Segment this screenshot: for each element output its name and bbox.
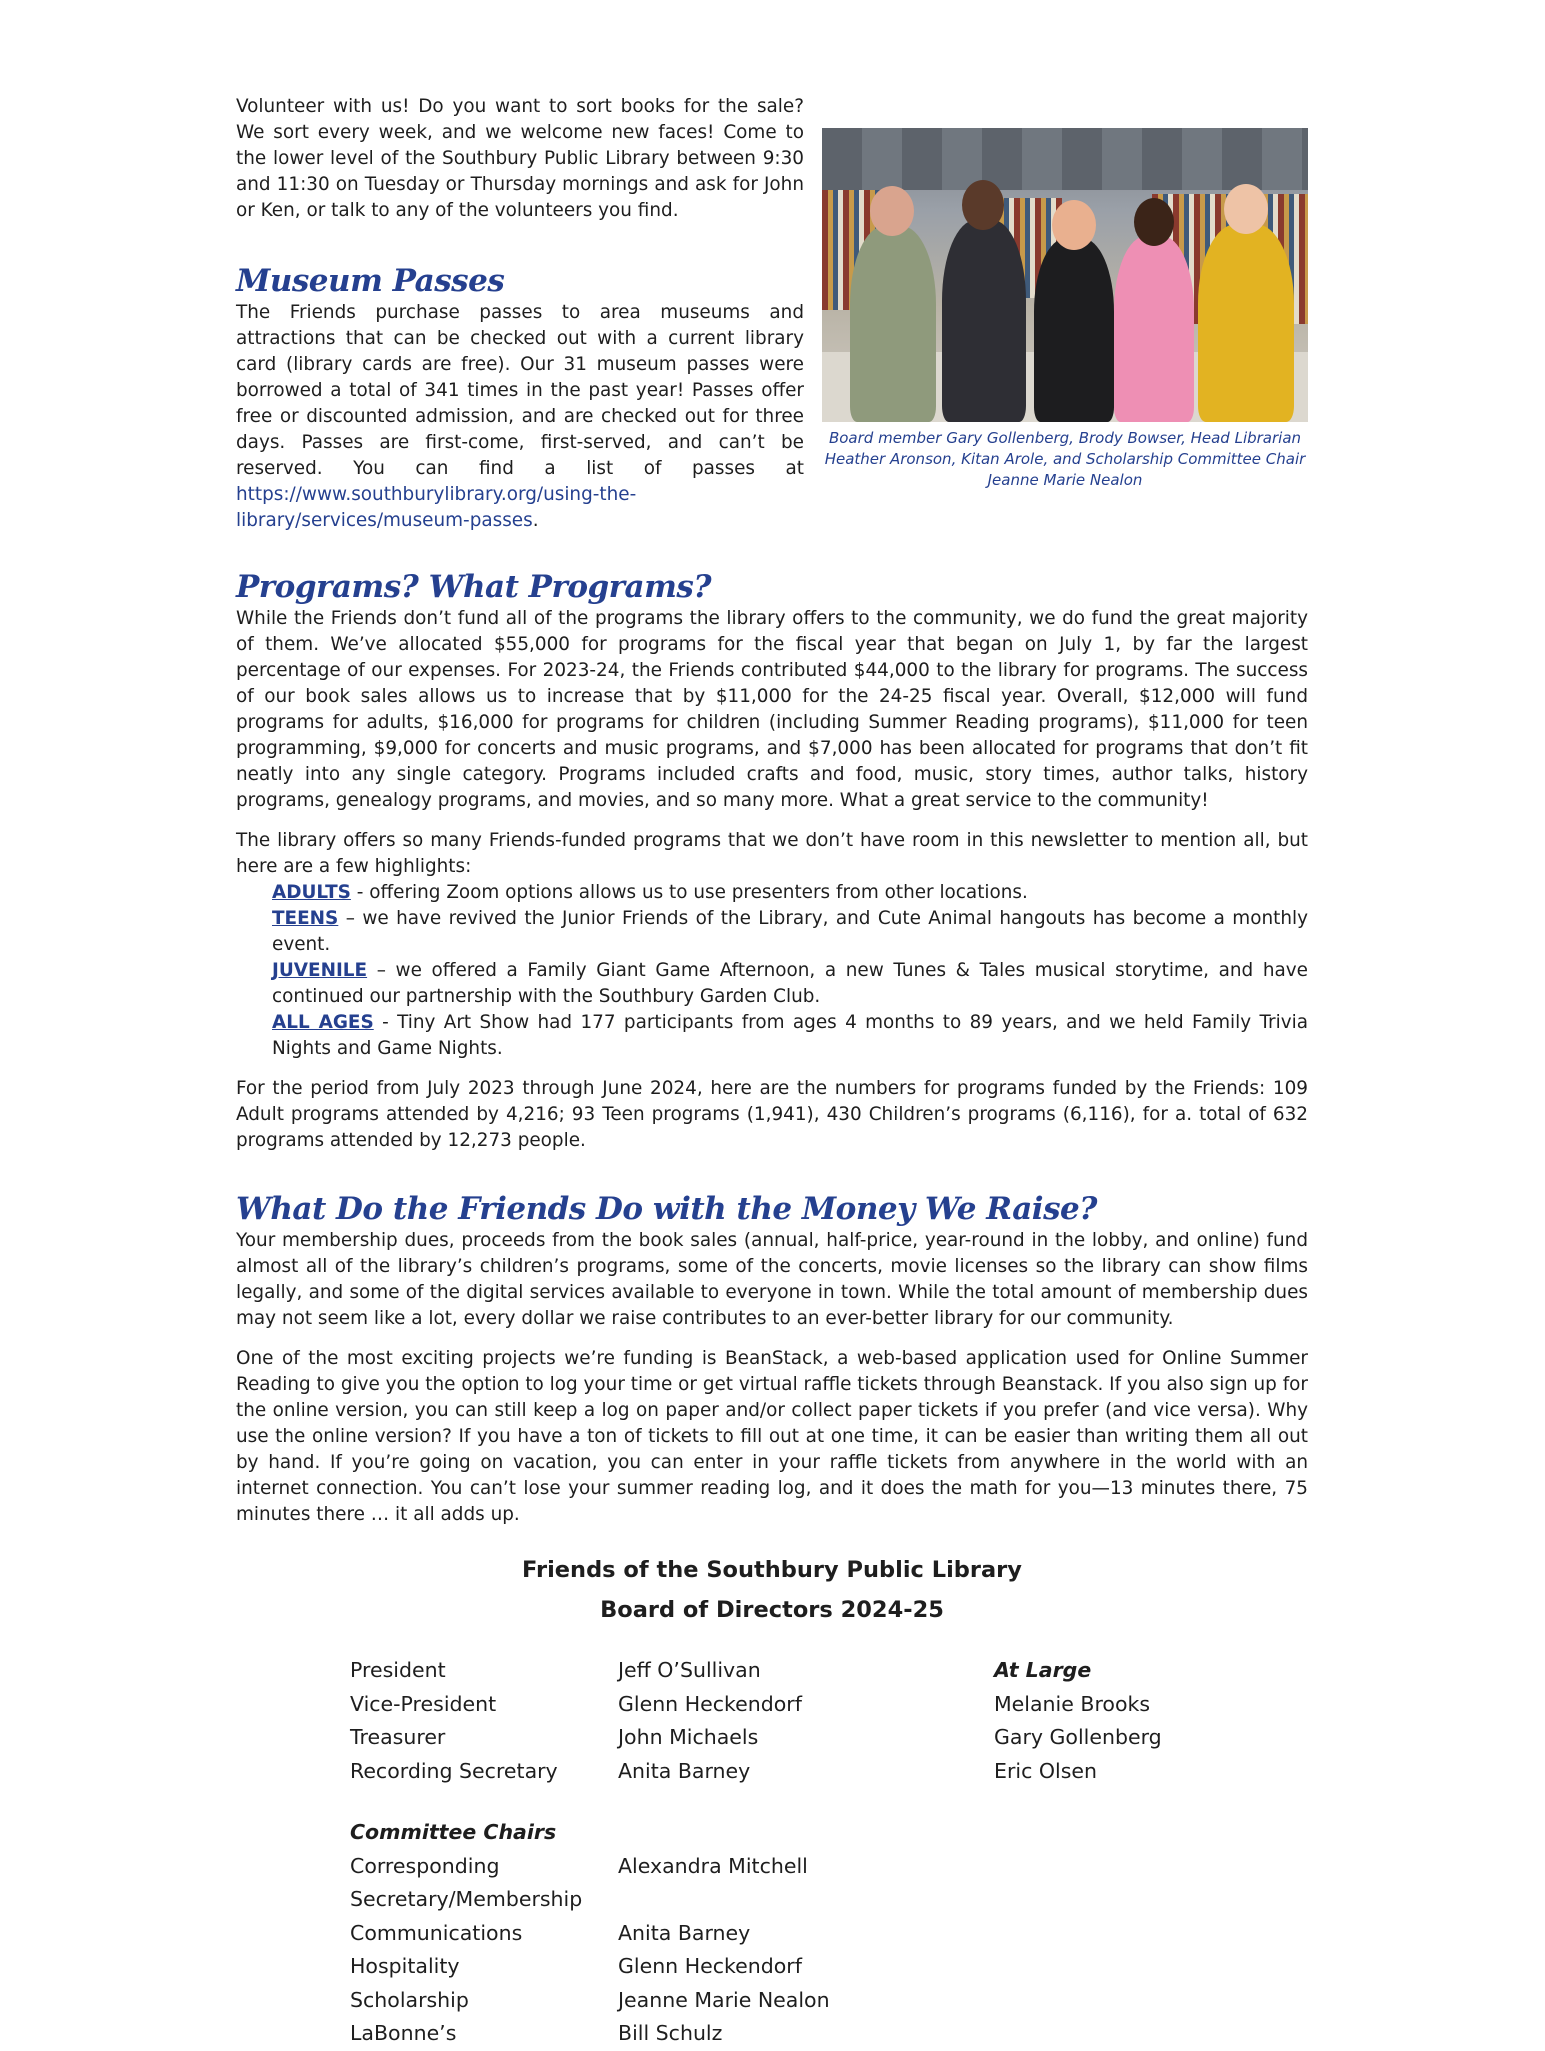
board-row: [236, 1917, 1308, 1951]
money-heading: What Do the Friends Do with the Money We Raise?: [236, 1191, 1097, 1227]
highlight-text: - Tiny Art Show had 177 participants from ages 4 months to 89 years, and we held Family Trivia Nights and Game Nights.: [272, 1012, 1308, 1059]
officer-role: President: [350, 1658, 446, 1682]
officer-role: Vice-President: [350, 1691, 497, 1716]
photo-person: [850, 226, 936, 422]
photo-person: [1198, 224, 1294, 422]
photo-head: [1052, 200, 1096, 250]
museum-passes-link[interactable]: https://www.southburylibrary.org/using-the-library/services/museum-passes: [236, 484, 637, 531]
officer-name: Glenn Heckendorf: [618, 1691, 802, 1716]
committee-role: Corresponding: [350, 1853, 500, 1878]
highlight-text: – we have revived the Junior Friends of the Library, and Cute Animal hangouts has become a monthly event.: [272, 908, 1308, 955]
board-row: [236, 1755, 1308, 1789]
museum-heading: Museum Passes: [236, 263, 505, 299]
committee-name: Glenn Heckendorf: [618, 1954, 802, 1978]
board-row: [236, 1688, 1308, 1722]
highlight-item: [272, 1010, 1308, 1062]
highlight-item: [272, 906, 1308, 958]
money-paragraph-1: Your membership dues, proceeds from the book sales (annual, half-price, year-round in the lobby, and online) fund almost all of the library’s children’s programs, some of the concerts, movie licenses so the library can show films legally, and some of the digital services available to everyone in town. While the total amount of membership dues may not seem like a lot, every dollar we raise contributes to an ever-better library for our community.: [236, 1230, 1308, 1329]
highlight-label-teens: TEENS: [272, 908, 339, 929]
highlight-item: [272, 958, 1308, 1010]
committee-name: Anita Barney: [618, 1920, 751, 1945]
committee-chairs-label: Committee Chairs: [350, 1820, 557, 1844]
committee-role: Scholarship: [350, 1987, 469, 2012]
photo-head: [870, 186, 914, 236]
committee-role-continued: Secretary/Membership: [350, 1887, 583, 1911]
committee-role: Communications: [350, 1920, 523, 1945]
board-row: [236, 2017, 1308, 2051]
at-large-member: Melanie Brooks: [994, 1691, 1151, 1716]
highlight-text: – we offered a Family Giant Game Afternoon, a new Tunes & Tales musical storytime, and have continued our partnership with the Southbury Garden Club.: [272, 960, 1308, 1007]
board-row: [236, 1816, 1308, 1850]
highlight-label-juvenile: JUVENILE: [272, 960, 368, 981]
photo-person: [1114, 236, 1194, 422]
committee-name: Jeanne Marie Nealon: [618, 1987, 830, 2012]
photo-person: [1034, 238, 1114, 422]
museum-text: The Friends purchase passes to area museums and attractions that can be checked out with a current library card (library cards are free). Our 31 museum passes were borrowed a total of 341 times in the past year! Passes offer free or discounted admission, and are checked out for three days. Passes are first-come, first-served, and can’t be reserved. You can find a list of passes at: [236, 302, 804, 479]
photo-ceiling: [822, 128, 1308, 190]
highlight-label-adults: ADULTS: [272, 882, 351, 903]
committee-role: Hospitality: [350, 1954, 460, 1978]
board-row: [236, 1984, 1308, 2018]
highlight-text: - offering Zoom options allows us to use presenters from other locations.: [350, 882, 1028, 903]
committee-name: Alexandra Mitchell: [618, 1853, 808, 1878]
committee-name: Bill Schulz: [618, 2021, 723, 2045]
board-row: [236, 1883, 1308, 1917]
photo-block: [822, 128, 1308, 491]
board-subtitle: Board of Directors 2024-25: [600, 1597, 944, 1623]
highlight-item: [272, 880, 1308, 906]
board-row: [236, 1950, 1308, 1984]
programs-paragraph-3: For the period from July 2023 through June 2024, here are the numbers for programs funded by the Friends: 109 Adult programs attended by 4,216; 93 Teen programs (1,941), 430 Children’s programs (6,116), for a. total of 632 programs attended by 12,273 people.: [236, 1078, 1308, 1151]
at-large-label: At Large: [994, 1658, 1092, 1682]
officer-name: Jeff O’Sullivan: [618, 1658, 761, 1682]
photo-head: [962, 180, 1004, 230]
photo-head: [1224, 184, 1268, 234]
board-row: [236, 1654, 1308, 1688]
board-title: Friends of the Southbury Public Library: [522, 1557, 1022, 1583]
board-row: [236, 1721, 1308, 1755]
photo-head: [1134, 198, 1174, 246]
intro-paragraph: Volunteer with us! Do you want to sort books for the sale? We sort every week, and we welcome new faces! Come to the lower level of the Southbury Public Library between 9:30 and 11:30 on Tuesday or Thursday mornings and ask for John or Ken, or talk to any of the volunteers you find.: [236, 96, 804, 221]
programs-heading: Programs? What Programs?: [236, 569, 712, 605]
highlights-list: [272, 880, 1308, 1062]
at-large-member: Eric Olsen: [994, 1758, 1097, 1783]
board-roster: [236, 1654, 1308, 2051]
at-large-member: Gary Gollenberg: [994, 1725, 1162, 1749]
money-paragraph-2: One of the most exciting projects we’re funding is BeanStack, a web-based application used for Online Summer Reading to give you the option to log your time or get virtual raffle tickets through Beanstack. If you also sign up for the online version, you can still keep a log on paper and/or collect paper tickets if you prefer (and vice versa). Why use the online version? If you have a ton of tickets to fill out at one time, it can be easier than writing them all out by hand. If you’re going on vacation, you can enter in your raffle tickets from anywhere in the world with an internet connection. You can’t lose your summer reading log, and it does the math for you—13 minutes there, 75 minutes there … it all adds up.: [236, 1348, 1308, 1525]
officer-name: Anita Barney: [618, 1758, 751, 1783]
officer-name: John Michaels: [618, 1725, 759, 1749]
highlight-label-all-ages: ALL AGES: [272, 1012, 374, 1033]
newsletter-page: [236, 94, 1308, 2051]
museum-text-end: .: [532, 510, 539, 531]
programs-paragraph-2: The library offers so many Friends-funded programs that we don’t have room in this newsletter to mention all, but here are a few highlights:: [236, 830, 1308, 877]
officer-role: Recording Secretary: [350, 1758, 558, 1783]
officer-role: Treasurer: [350, 1725, 446, 1749]
photo-caption: Board member Gary Gollenberg, Brody Bowser, Head Librarian Heather Aronson, Kitan Arole, and Scholarship Committee Chair Jeanne Marie Nealon: [824, 429, 1306, 489]
group-photo: [822, 128, 1308, 422]
photo-person: [942, 220, 1026, 422]
committee-role: LaBonne’s: [350, 2021, 457, 2045]
board-row: [236, 1850, 1308, 1884]
programs-paragraph-1: While the Friends don’t fund all of the programs the library offers to the community, we do fund the great majority of them. We’ve allocated $55,000 for programs for the fiscal year that began on July 1, by far the largest percentage of our expenses. For 2023-24, the Friends contributed $44,000 to the library for programs. The success of our book sales allows us to increase that by $11,000 for the 24-25 fiscal year. Overall, $12,000 will fund programs for adults, $16,000 for programs for children (including Summer Reading programs), $11,000 for teen programming, $9,000 for concerts and music programs, and $7,000 has been allocated for programs that don’t fit neatly into any single category. Programs included crafts and food, music, story times, author talks, history programs, genealogy programs, and movies, and so many more. What a great service to the community!: [236, 608, 1308, 811]
